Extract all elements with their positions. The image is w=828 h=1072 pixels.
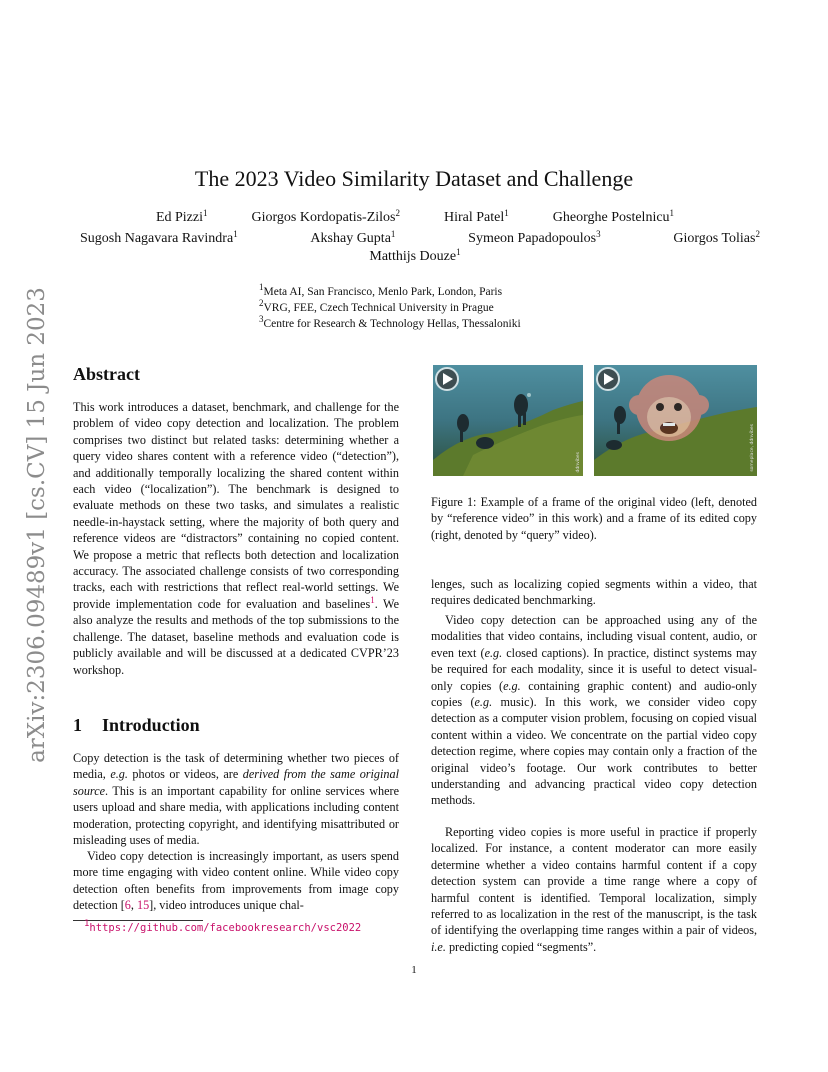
body-paragraph: Reporting video copies is more useful in practice if properly localized. For instance, a content moderator can more easily determine whether a video contains harmful content if a copy detection system can provide a time range where a copy of harmful content is identified. Temporal localization, simply referred to as localization in the rest of the manuscript, is the task of identifying the overlapping time ranges within a pair of videos, i.e. predicting copied “segments”. [431,825,757,954]
footnote-divider [73,920,203,921]
author-row [60,249,770,265]
footnote-ref[interactable]: 1 [370,594,375,605]
footnote: $^1$https://github.com/facebookresearch/vsc2022 [84,919,362,934]
author: Symeon Papadopoulos$^3$ [468,229,601,246]
arxiv-stamp [17,287,57,763]
body-paragraph: lenges, such as localizing copied segments within a video, that requires dedicated benchmarking. [431,577,757,608]
intro-paragraph: Copy detection is the task of determining whether two pieces of media, e.g. photos or videos, are derived from the same original source. This is an important capability for online services where users upload and share media, with applications including content moderation, protecting copyright, and identifying misattributed or misleading uses of media. [73,751,399,848]
author: Giorgos Kordopatis-Zilos$^2$ [251,208,400,225]
query-video-frame [594,365,757,476]
arxiv-identifier: arXiv:2306.09489v1 [cs.CV] 15 Jun 2023 [24,287,50,763]
author: Gheorghe Postelnicu$^1$ [552,208,675,225]
author: Ed Pizzi$^1$ [155,208,208,225]
intro-paragraph: Video copy detection is increasingly important, as users spend more time engaging with video content online. While video copy detection often benefits from improvements from image copy detection [6, 15], video introduces unique chal- [73,849,399,913]
author-row [60,210,770,226]
author-row [80,231,760,247]
edited-underwater-scene-image [594,365,757,476]
author: Matthijs Douze$^1$ [369,247,461,264]
image-credit: ddnvibes [576,451,581,472]
affiliation: $^1$Meta AI, San Francisco, Menlo Park, London, Paris [259,282,503,298]
footnote-url-link[interactable]: https://github.com/facebookresearch/vsc2022 [89,922,362,934]
reference-video-frame [433,365,583,476]
image-credit: someplace, ddnvibes [750,424,755,472]
introduction-heading: 1 Introduction [73,715,200,735]
figure-caption: Figure 1: Example of a frame of the original video (left, denoted by “reference video” in this work) and a frame of its edited copy (right, denoted by “query” video). [431,495,757,542]
underwater-scene-image [433,365,583,476]
paper-title: The 2023 Video Similarity Dataset and Challenge [194,166,634,191]
affiliation: $^3$Centre for Research & Technology Hellas, Thessaloniki [259,314,521,330]
body-paragraph: Video copy detection can be approached using any of the modalities that video contains, including visual content, audio, or even text (e.g. closed captions). In practice, distinct systems may be required for each modality, since it is useful to detect visual-only copies (e.g. containing graphic content) and audio-only copies (e.g. music). In this work, we consider video copy detection as a computer vision problem, focusing on copied visual content within a video. We concentrate on the partial video copy detection regime, where copies may contain only a fraction of the original video’s footage. Our work contributes to better understanding and advancing practical video copy detection methods. [431,613,757,808]
citation-link[interactable]: 6 [124,898,131,913]
citation-link[interactable]: 15 [136,898,150,913]
affiliation: $^2$VRG, FEE, Czech Technical University in Prague [259,298,494,314]
page-number: 1 [411,964,417,976]
author: Hiral Patel$^1$ [444,208,509,225]
author: Giorgos Tolias$^2$ [673,229,760,246]
author: Sugosh Nagavara Ravindra$^1$ [80,229,238,246]
abstract-paragraph: This work introduces a dataset, benchmark, and challenge for the problem of video copy detection and localization. The problem comprises two distinct but related tasks: determining whether a query video shares content with a reference video (“detection”), and additionally temporally localizing the shared content within each video (“localization”). The benchmark is designed to evaluate methods on these two tasks, and simulates a realistic needle-in-haystack setting, where the majority of both query and reference videos are “distractors” containing no copied content. We propose a metric that reflects both detection and localization accuracy. The associated challenge consists of two corresponding tracks, each with restrictions that reflect real-world settings. We provide implementation code for evaluation and baselines$^1$. We also analyze the results and methods of the top submissions to the challenge. The dataset, baseline methods and evaluation code is publicly available and will be discussed at a dedicated CVPR’23 workshop. [73,400,399,677]
author: Akshay Gupta$^1$ [310,229,396,246]
abstract-heading: Abstract [73,364,140,384]
